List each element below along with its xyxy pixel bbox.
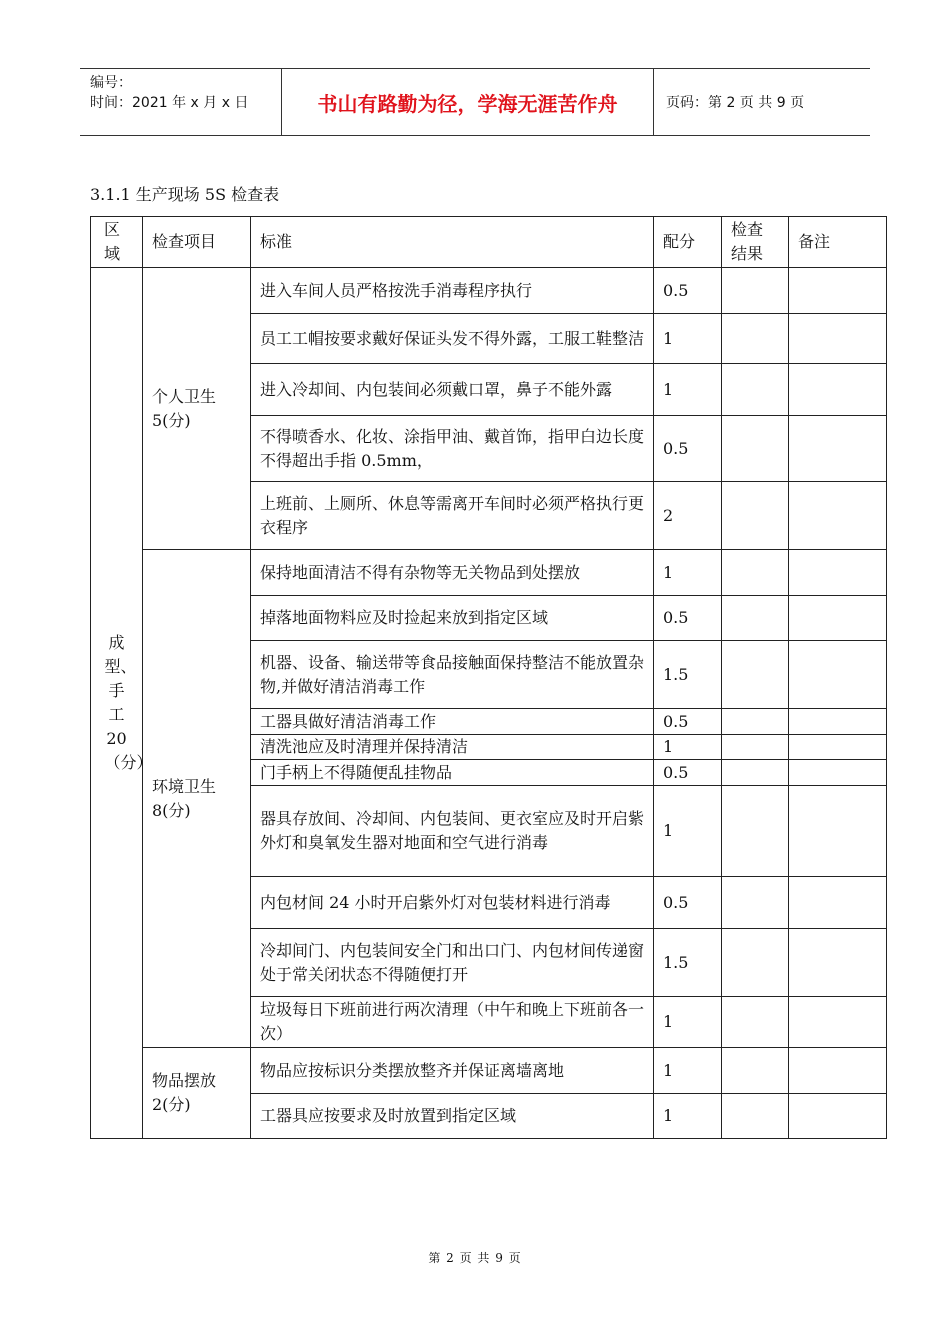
standard-cell: 工器具做好清洁消毒工作 [251,709,654,735]
result-cell[interactable] [722,735,789,760]
note-cell[interactable] [789,786,887,877]
result-cell[interactable] [722,997,789,1048]
header-item: 检查项目 [143,217,251,268]
score-cell: 0.5 [654,760,722,786]
header-motto: 书山有路勤为径，学海无涯苦作舟 [282,69,654,135]
result-cell[interactable] [722,364,789,416]
area-cell: 成型、手工20（分） [91,268,143,1139]
note-cell[interactable] [789,709,887,735]
inspection-table [90,216,887,1139]
note-cell[interactable] [789,760,887,786]
standard-cell: 内包材间 24 小时开启紫外灯对包装材料进行消毒 [251,877,654,929]
result-cell[interactable] [722,929,789,997]
item-cell-environment-hygiene: 环境卫生8(分) [143,550,251,1048]
score-cell: 1 [654,786,722,877]
header-standard: 标准 [251,217,654,268]
note-cell[interactable] [789,550,887,596]
header-result: 检查结果 [722,217,789,268]
header-meta [80,69,282,135]
score-cell: 1.5 [654,641,722,709]
standard-cell: 清洗池应及时清理并保持清洁 [251,735,654,760]
note-cell[interactable] [789,877,887,929]
standard-cell: 保持地面清洁不得有杂物等无关物品到处摆放 [251,550,654,596]
note-cell[interactable] [789,268,887,314]
result-cell[interactable] [722,268,789,314]
standard-cell: 掉落地面物料应及时捡起来放到指定区域 [251,596,654,641]
standard-cell: 器具存放间、冷却间、内包装间、更衣室应及时开启紫外灯和臭氧发生器对地面和空气进行消毒 [251,786,654,877]
header-page-number: 页码：第 2 页 共 9 页 [666,95,805,111]
result-cell[interactable] [722,314,789,364]
result-cell[interactable] [722,760,789,786]
standard-cell: 冷却间门、内包装间安全门和出口门、内包材间传递窗处于常关闭状态不得随便打开 [251,929,654,997]
table-row [91,1048,887,1094]
score-cell: 1 [654,997,722,1048]
standard-cell: 上班前、上厕所、休息等需离开车间时必须严格执行更衣程序 [251,482,654,550]
note-cell[interactable] [789,416,887,482]
note-cell[interactable] [789,482,887,550]
note-cell[interactable] [789,1048,887,1094]
header-area: 区域 [91,217,143,268]
result-cell[interactable] [722,1094,789,1139]
score-cell: 1.5 [654,929,722,997]
standard-cell: 进入车间人员严格按洗手消毒程序执行 [251,268,654,314]
score-cell: 1 [654,314,722,364]
table-row [91,550,887,596]
header-score: 配分 [654,217,722,268]
score-cell: 1 [654,1094,722,1139]
score-cell: 0.5 [654,596,722,641]
section-title: 3.1.1 生产现场 5S 检查表 [90,185,280,204]
note-cell[interactable] [789,596,887,641]
score-cell: 0.5 [654,416,722,482]
score-cell: 1 [654,1048,722,1094]
score-cell: 2 [654,482,722,550]
standard-cell: 门手柄上不得随便乱挂物品 [251,760,654,786]
result-cell[interactable] [722,482,789,550]
score-cell: 0.5 [654,877,722,929]
document-time-label: 时间：2021 年 x 月 x 日 [90,95,249,111]
result-cell[interactable] [722,709,789,735]
standard-cell: 物品应按标识分类摆放整齐并保证离墙离地 [251,1048,654,1094]
header-note: 备注 [789,217,887,268]
standard-cell: 员工工帽按要求戴好保证头发不得外露，工服工鞋整洁 [251,314,654,364]
score-cell: 0.5 [654,709,722,735]
note-cell[interactable] [789,735,887,760]
score-cell: 1 [654,364,722,416]
standard-cell: 不得喷香水、化妆、涂指甲油、戴首饰，指甲白边长度不得超出手指 0.5mm， [251,416,654,482]
item-cell-personal-hygiene: 个人卫生5(分) [143,268,251,550]
result-cell[interactable] [722,596,789,641]
note-cell[interactable] [789,364,887,416]
page-footer: 第 2 页 共 9 页 [428,1251,522,1265]
result-cell[interactable] [722,1048,789,1094]
result-cell[interactable] [722,416,789,482]
score-cell: 1 [654,735,722,760]
document-number-label: 编号： [90,75,132,91]
note-cell[interactable] [789,929,887,997]
standard-cell: 机器、设备、输送带等食品接触面保持整洁不能放置杂物,并做好清洁消毒工作 [251,641,654,709]
score-cell: 0.5 [654,268,722,314]
note-cell[interactable] [789,997,887,1048]
standard-cell: 工器具应按要求及时放置到指定区域 [251,1094,654,1139]
item-cell-item-placement: 物品摆放2(分) [143,1048,251,1139]
result-cell[interactable] [722,641,789,709]
table-header-row [91,217,887,268]
standard-cell: 进入冷却间、内包装间必须戴口罩，鼻子不能外露 [251,364,654,416]
note-cell[interactable] [789,641,887,709]
result-cell[interactable] [722,786,789,877]
note-cell[interactable] [789,314,887,364]
table-row [91,268,887,314]
score-cell: 1 [654,550,722,596]
page-header [80,68,870,136]
result-cell[interactable] [722,877,789,929]
standard-cell: 垃圾每日下班前进行两次清理（中午和晚上下班前各一次） [251,997,654,1048]
result-cell[interactable] [722,550,789,596]
note-cell[interactable] [789,1094,887,1139]
